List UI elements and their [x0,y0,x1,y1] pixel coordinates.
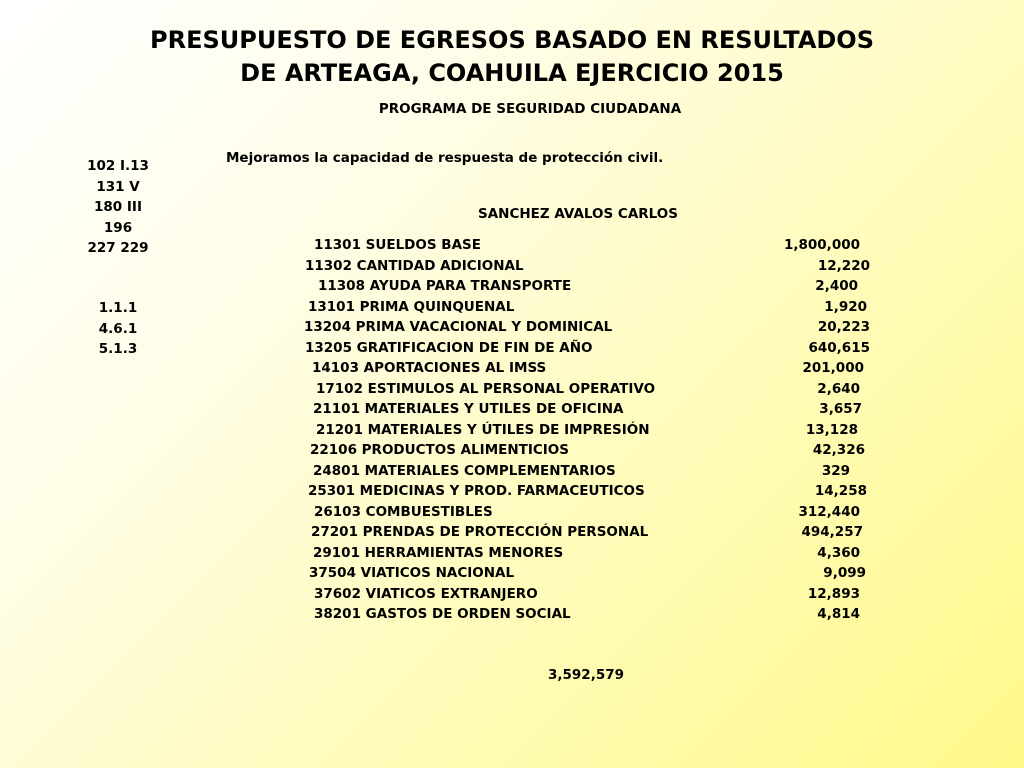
budget-row [0,584,1024,605]
item-amount: 2,400 [815,278,858,294]
item-amount: 42,326 [812,442,865,458]
item-label: 38201 GASTOS DE ORDEN SOCIAL [314,606,571,622]
item-amount: 494,257 [801,524,863,540]
item-label: 29101 HERRAMIENTAS MENORES [313,544,564,561]
item-label: 21101 MATERIALES Y UTILES DE OFICINA [313,401,624,417]
item-label: 21201 MATERIALES Y ÚTILES DE IMPRESIÓN [316,421,650,438]
item-amount: 312,440 [798,503,860,520]
budget-row [0,338,1024,359]
item-label: 22106 PRODUCTOS ALIMENTICIOS [310,442,570,458]
budget-row [0,317,1024,338]
budget-row [0,379,1024,400]
legal-code: 131 V [96,178,140,195]
item-label: 25301 MEDICINAS Y PROD. FARMACEUTICOS [308,483,645,499]
item-label: 37602 VIATICOS EXTRANJERO [314,585,538,602]
item-amount: 9,099 [823,565,866,581]
item-amount: 13,128 [805,421,858,438]
budget-row [0,543,1024,564]
plan-code: 4.6.1 [98,320,138,337]
budget-row [0,235,1024,256]
budget-row [0,440,1024,461]
item-label: 13101 PRIMA QUINQUENAL [308,298,515,315]
item-label: 24801 MATERIALES COMPLEMENTARIOS [313,462,616,479]
budget-row [0,420,1024,441]
page-title [0,24,1024,90]
item-amount: 1,800,000 [783,237,860,253]
budget-row [0,256,1024,277]
program-name: PROGRAMA DE SEGURIDAD CIUDADANA [378,101,682,117]
item-amount: 12,893 [807,585,860,602]
budget-row [0,461,1024,482]
title-line-2: DE ARTEAGA, COAHUILA EJERCICIO 2015 [240,59,784,87]
legal-code: 227 229 [87,240,149,256]
budget-total: 3,592,579 [548,667,625,683]
title-line-1: PRESUPUESTO DE EGRESOS BASADO EN RESULTADOS [150,26,874,54]
item-amount: 4,814 [817,606,860,622]
item-label: 13205 GRATIFICACION DE FIN DE AÑO [305,339,593,356]
item-label: 11301 SUELDOS BASE [314,237,481,253]
item-amount: 1,920 [824,298,867,315]
item-label: 11302 CANTIDAD ADICIONAL [305,257,524,274]
responsible-name: SANCHEZ AVALOS CARLOS [478,206,678,222]
budget-row [0,522,1024,543]
budget-row [0,276,1024,297]
item-label: 27201 PRENDAS DE PROTECCIÓN PERSONAL [311,524,649,540]
item-label: 37504 VIATICOS NACIONAL [309,565,515,581]
plan-code: 1.1.1 [98,300,138,316]
legal-code: 196 [103,219,133,236]
item-label: 26103 COMBUESTIBLES [314,503,493,520]
legal-code: 102 I.13 [87,158,149,174]
budget-row [0,563,1024,584]
budget-row [0,358,1024,379]
budget-row [0,297,1024,318]
budget-items [0,235,1024,625]
budget-row [0,399,1024,420]
item-amount: 640,615 [808,339,870,356]
item-label: 17102 ESTIMULOS AL PERSONAL OPERATIVO [316,380,656,397]
plan-code: 5.1.3 [98,341,138,357]
item-label: 14103 APORTACIONES AL IMSS [312,360,547,376]
budget-row [0,502,1024,523]
item-amount: 201,000 [802,360,864,376]
item-amount: 329 [821,462,850,479]
item-label: 11308 AYUDA PARA TRANSPORTE [318,278,572,294]
legal-code: 180 III [94,199,142,215]
budget-row [0,481,1024,502]
item-amount: 20,223 [817,319,870,335]
item-amount: 12,220 [817,257,870,274]
budget-row [0,604,1024,625]
objective-text: Mejoramos la capacidad de respuesta de protección civil. [226,150,664,166]
item-label: 13204 PRIMA VACACIONAL Y DOMINICAL [304,319,613,335]
item-amount: 14,258 [814,483,867,499]
item-amount: 2,640 [817,380,860,397]
item-amount: 4,360 [817,544,860,561]
item-amount: 3,657 [819,401,862,417]
